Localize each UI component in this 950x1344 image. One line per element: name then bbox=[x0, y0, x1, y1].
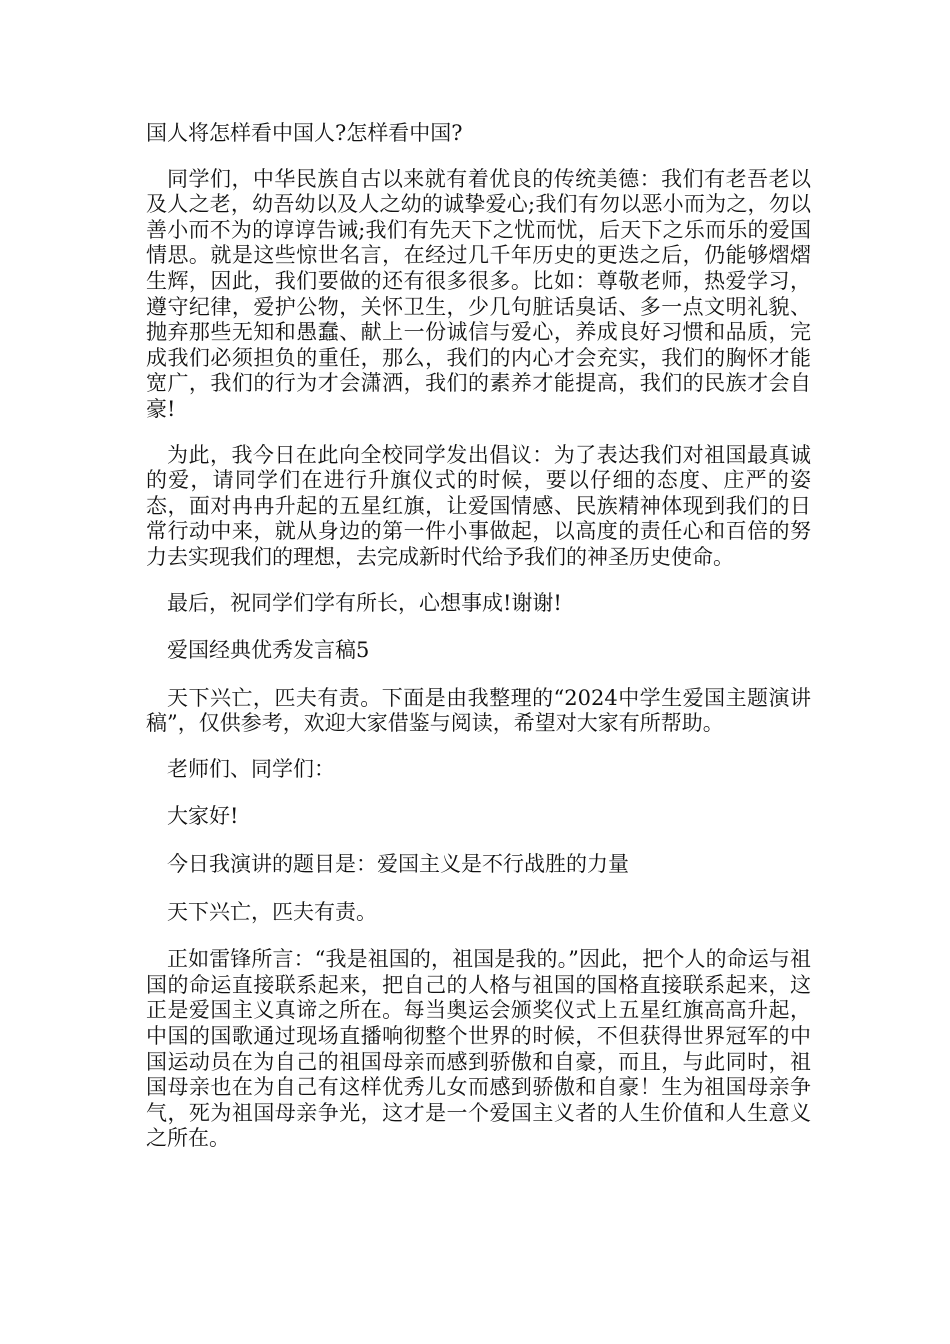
paragraph-salutation: 老师们、同学们： bbox=[167, 756, 335, 781]
paragraph-speech-topic: 今日我演讲的题目是：爱国主义是不行战胜的力量 bbox=[167, 852, 629, 877]
paragraph-motto: 天下兴亡，匹夫有责。 bbox=[167, 899, 377, 924]
paragraph-introduction: 天下兴亡，匹夫有责。下面是由我整理的“2024中学生爱国主题演讲稿”，仅供参考，欢迎大家借鉴与阅读，希望对大家有所帮助。 bbox=[146, 685, 811, 736]
section-heading: 爱国经典优秀发言稿5 bbox=[167, 638, 370, 663]
paragraph-continuation: 国人将怎样看中国人?怎样看中国? bbox=[146, 121, 463, 145]
document-page bbox=[146, 121, 811, 1172]
paragraph-lei-feng-quote: 正如雷锋所言：“我是祖国的，祖国是我的。”因此，把个人的命运与祖国的命运直接联系起来，把自己的人格与祖国的国格直接联系起来，这正是爱国主义真谛之所在。每当奥运会颁奖仪式上五星红旗高高升起，中国的国歌通过现场直播响彻整个世界的时候，不但获得世界冠军的中国运动员在为自己的祖国母亲而感到骄傲和自豪，而且，与此同时，祖国母亲也在为自己有这样优秀儿女而感到骄傲和自豪！生为祖国母亲争气，死为祖国母亲争光，这才是一个爱国主义者的人生价值和人生意义之所在。 bbox=[146, 947, 811, 1151]
paragraph-proposal: 为此，我今日在此向全校同学发出倡议：为了表达我们对祖国最真诚的爱，请同学们在进行升旗仪式的时候，要以仔细的态度、庄严的姿态，面对冉冉升起的五星红旗，让爱国情感、民族精神体现到我们的日常行动中来，就从身边的第一件小事做起，以高度的责任心和百倍的努力去实现我们的理想，去完成新时代给予我们的神圣历史使命。 bbox=[146, 442, 811, 569]
paragraph-traditional-virtues: 同学们，中华民族自古以来就有着优良的传统美德：我们有老吾老以及人之老，幼吾幼以及人之幼的诚挚爱心;我们有勿以恶小而为之，勿以善小而不为的谆谆告诫;我们有先天下之忧而忧，后天下之乐而乐的爱国情思。就是这些惊世名言，在经过几千年历史的更迭之后，仍能够熠熠生辉，因此，我们要做的还有很多很多。比如：尊敬老师，热爱学习，遵守纪律，爱护公物，关怀卫生，少几句脏话臭话、多一点文明礼貌、抛弃那些无知和愚蠢、献上一份诚信与爱心，养成良好习惯和品质，完成我们必须担负的重任，那么，我们的内心才会充实，我们的胸怀才能宽广，我们的行为才会潇洒，我们的素养才能提高，我们的民族才会自豪! bbox=[146, 166, 811, 421]
paragraph-closing: 最后，祝同学们学有所长，心想事成!谢谢! bbox=[167, 590, 562, 615]
paragraph-greeting: 大家好! bbox=[167, 804, 239, 829]
